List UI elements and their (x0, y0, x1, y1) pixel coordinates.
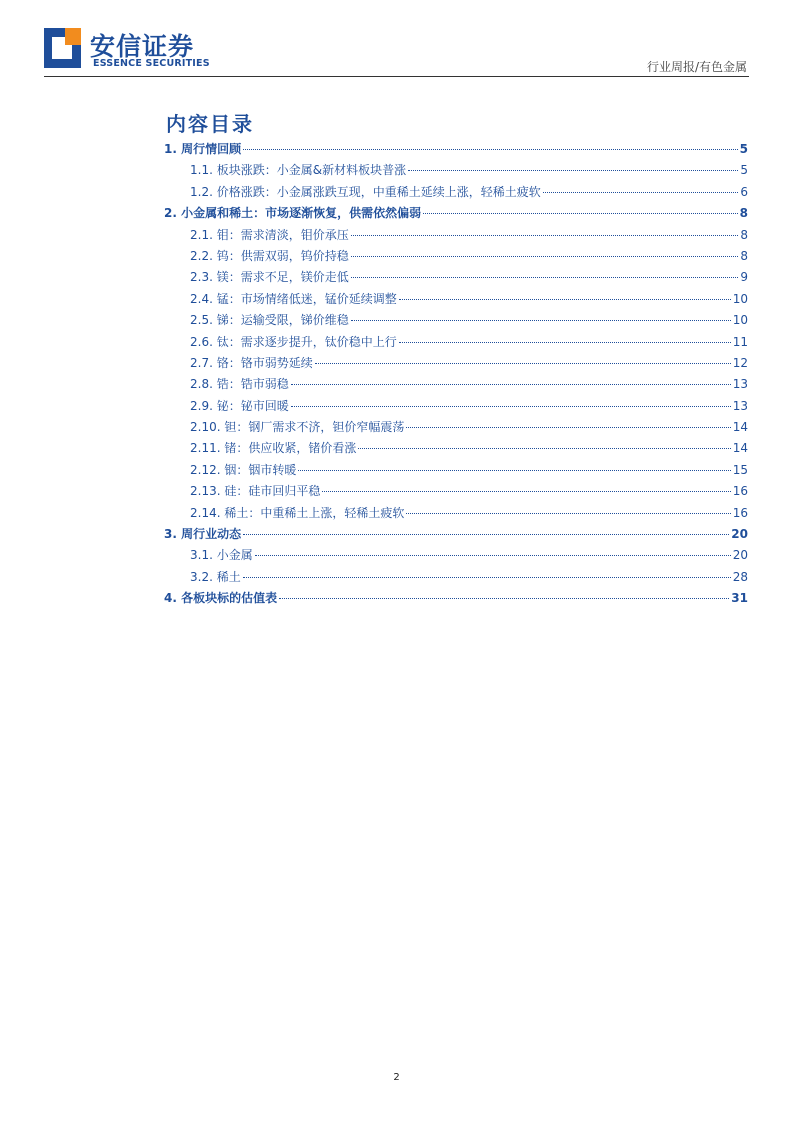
toc-entry-page: 14 (732, 420, 748, 435)
toc-entry-number: 2.2. (190, 248, 213, 263)
toc-entry-page: 9 (740, 270, 748, 285)
toc-entry-page: 8 (739, 206, 748, 221)
toc-entry-page: 16 (732, 484, 748, 499)
toc-entry[interactable] (164, 504, 748, 525)
toc-dot-leader (406, 512, 730, 514)
toc-dot-leader (399, 341, 731, 343)
toc-entry-number: 2.3. (190, 270, 213, 285)
toc-entry-number: 2.12. (190, 462, 221, 477)
toc-entry-title: 稀土 (216, 569, 241, 584)
toc-entry[interactable] (164, 482, 748, 503)
toc-entry-page: 20 (732, 548, 748, 563)
toc-entry-title: 镁：需求不足，镁价走低 (216, 270, 349, 285)
toc-entry-page: 20 (731, 527, 748, 542)
toc-entry[interactable] (164, 226, 748, 247)
toc-dot-leader (291, 405, 731, 407)
toc-entry-title: 稀土：中重稀土上涨，轻稀土疲软 (224, 505, 405, 520)
toc-dot-leader (298, 469, 730, 471)
page-number: 2 (393, 1072, 400, 1083)
table-of-contents (164, 140, 748, 611)
toc-entry-number: 2.13. (190, 484, 221, 499)
toc-entry-title: 锑：运输受限，锑价维稳 (216, 313, 349, 328)
toc-entry-number: 2.14. (190, 505, 221, 520)
toc-dot-leader (243, 533, 729, 535)
toc-entry-number: 4. (164, 591, 177, 606)
toc-entry[interactable] (164, 290, 748, 311)
toc-entry-number: 2.9. (190, 398, 213, 413)
toc-entry-page: 12 (732, 355, 748, 370)
toc-entry-title: 铬：铬市弱势延续 (216, 355, 313, 370)
toc-entry-number: 2.8. (190, 377, 213, 392)
toc-entry-title: 各板块标的估值表 (181, 591, 278, 606)
toc-entry-title: 小金属 (216, 548, 253, 563)
toc-entry-page: 31 (731, 591, 748, 606)
toc-dot-leader (255, 554, 731, 556)
toc-entry-page: 28 (732, 569, 748, 584)
toc-entry[interactable] (164, 140, 748, 161)
toc-entry-number: 1. (164, 142, 177, 156)
toc-dot-leader (358, 447, 730, 449)
toc-entry-title: 铋：铋市回暖 (216, 398, 289, 413)
toc-title: 内容目录 (166, 112, 254, 136)
toc-entry[interactable] (164, 161, 748, 182)
toc-entry-number: 3.1. (190, 548, 213, 563)
toc-entry-page: 5 (740, 163, 748, 178)
toc-entry[interactable] (164, 461, 748, 482)
toc-entry-number: 2.5. (190, 313, 213, 328)
toc-entry-page: 16 (732, 505, 748, 520)
toc-entry-page: 13 (732, 398, 748, 413)
toc-entry-page: 6 (740, 184, 748, 199)
toc-entry-page: 14 (732, 441, 748, 456)
toc-entry-page: 11 (732, 334, 748, 349)
toc-entry-number: 2.11. (190, 441, 221, 456)
brand-name-en: ESSENCE SECURITIES (93, 58, 210, 69)
toc-entry-number: 2.4. (190, 291, 213, 306)
toc-entry-title: 硅：硅市回归平稳 (224, 484, 321, 499)
toc-dot-leader (351, 276, 739, 278)
toc-entry[interactable] (164, 525, 748, 546)
toc-dot-leader (423, 212, 738, 214)
toc-entry[interactable] (164, 247, 748, 268)
toc-entry[interactable] (164, 397, 748, 418)
toc-dot-leader (291, 383, 731, 385)
toc-dot-leader (243, 576, 731, 578)
company-logo (44, 28, 81, 68)
toc-dot-leader (315, 362, 731, 364)
toc-entry-number: 3.2. (190, 569, 213, 584)
toc-entry-number: 2.10. (190, 420, 221, 435)
toc-entry-title: 周行情回顾 (181, 142, 242, 156)
toc-entry-title: 周行业动态 (181, 527, 242, 542)
toc-entry-number: 2.7. (190, 355, 213, 370)
toc-entry[interactable] (164, 568, 748, 589)
toc-entry-title: 锆：锆市弱稳 (216, 377, 289, 392)
toc-dot-leader (243, 148, 738, 150)
toc-entry-number: 1.2. (190, 184, 213, 199)
toc-entry-title: 钨：供需双弱，钨价持稳 (216, 248, 349, 263)
report-type: 行业周报/有色金属 (646, 60, 747, 74)
toc-entry-page: 10 (732, 313, 748, 328)
toc-entry-page: 15 (732, 462, 748, 477)
toc-entry-title: 价格涨跌：小金属涨跌互现，中重稀土延续上涨，轻稀土疲软 (216, 184, 541, 199)
toc-entry-number: 2.1. (190, 227, 213, 242)
toc-entry[interactable] (164, 183, 748, 204)
toc-entry[interactable] (164, 375, 748, 396)
toc-dot-leader (406, 426, 730, 428)
toc-entry-page: 13 (732, 377, 748, 392)
toc-entry[interactable] (164, 439, 748, 460)
toc-entry-page: 8 (740, 227, 748, 242)
toc-entry-title: 钽：钢厂需求不济，钽价窄幅震荡 (224, 420, 405, 435)
toc-entry[interactable] (164, 268, 748, 289)
toc-entry-title: 铟：铟市转暖 (224, 462, 297, 477)
toc-entry-title: 小金属和稀土：市场逐渐恢复，供需依然偏弱 (181, 206, 422, 221)
toc-entry-number: 1.1. (190, 163, 213, 178)
toc-entry-title: 钛：需求逐步提升，钛价稳中上行 (216, 334, 397, 349)
toc-entry-number: 2.6. (190, 334, 213, 349)
brand-name-cn: 安信证券 (90, 32, 195, 61)
toc-entry-page: 10 (732, 291, 748, 306)
toc-dot-leader (322, 490, 730, 492)
toc-entry-number: 3. (164, 527, 177, 542)
toc-entry-title: 钼：需求清淡，钼价承压 (216, 227, 349, 242)
header-divider (44, 76, 749, 77)
toc-dot-leader (279, 597, 729, 599)
toc-entry[interactable] (164, 333, 748, 354)
toc-dot-leader (351, 319, 731, 321)
toc-entry[interactable] (164, 354, 748, 375)
toc-dot-leader (351, 255, 739, 257)
toc-entry[interactable] (164, 418, 748, 439)
toc-entry-page: 5 (739, 142, 748, 156)
toc-entry[interactable] (164, 589, 748, 610)
toc-entry[interactable] (164, 204, 748, 225)
toc-entry-title: 锗：供应收紧，锗价看涨 (224, 441, 357, 456)
toc-dot-leader (351, 234, 739, 236)
toc-entry-number: 2. (164, 206, 177, 221)
toc-dot-leader (543, 191, 739, 193)
toc-entry-page: 8 (740, 248, 748, 263)
toc-dot-leader (408, 169, 738, 171)
toc-entry[interactable] (164, 311, 748, 332)
toc-entry-title: 锰：市场情绪低迷，锰价延续调整 (216, 291, 397, 306)
toc-entry[interactable] (164, 546, 748, 567)
toc-entry-title: 板块涨跌：小金属&新材料板块普涨 (216, 163, 407, 178)
toc-dot-leader (399, 298, 731, 300)
